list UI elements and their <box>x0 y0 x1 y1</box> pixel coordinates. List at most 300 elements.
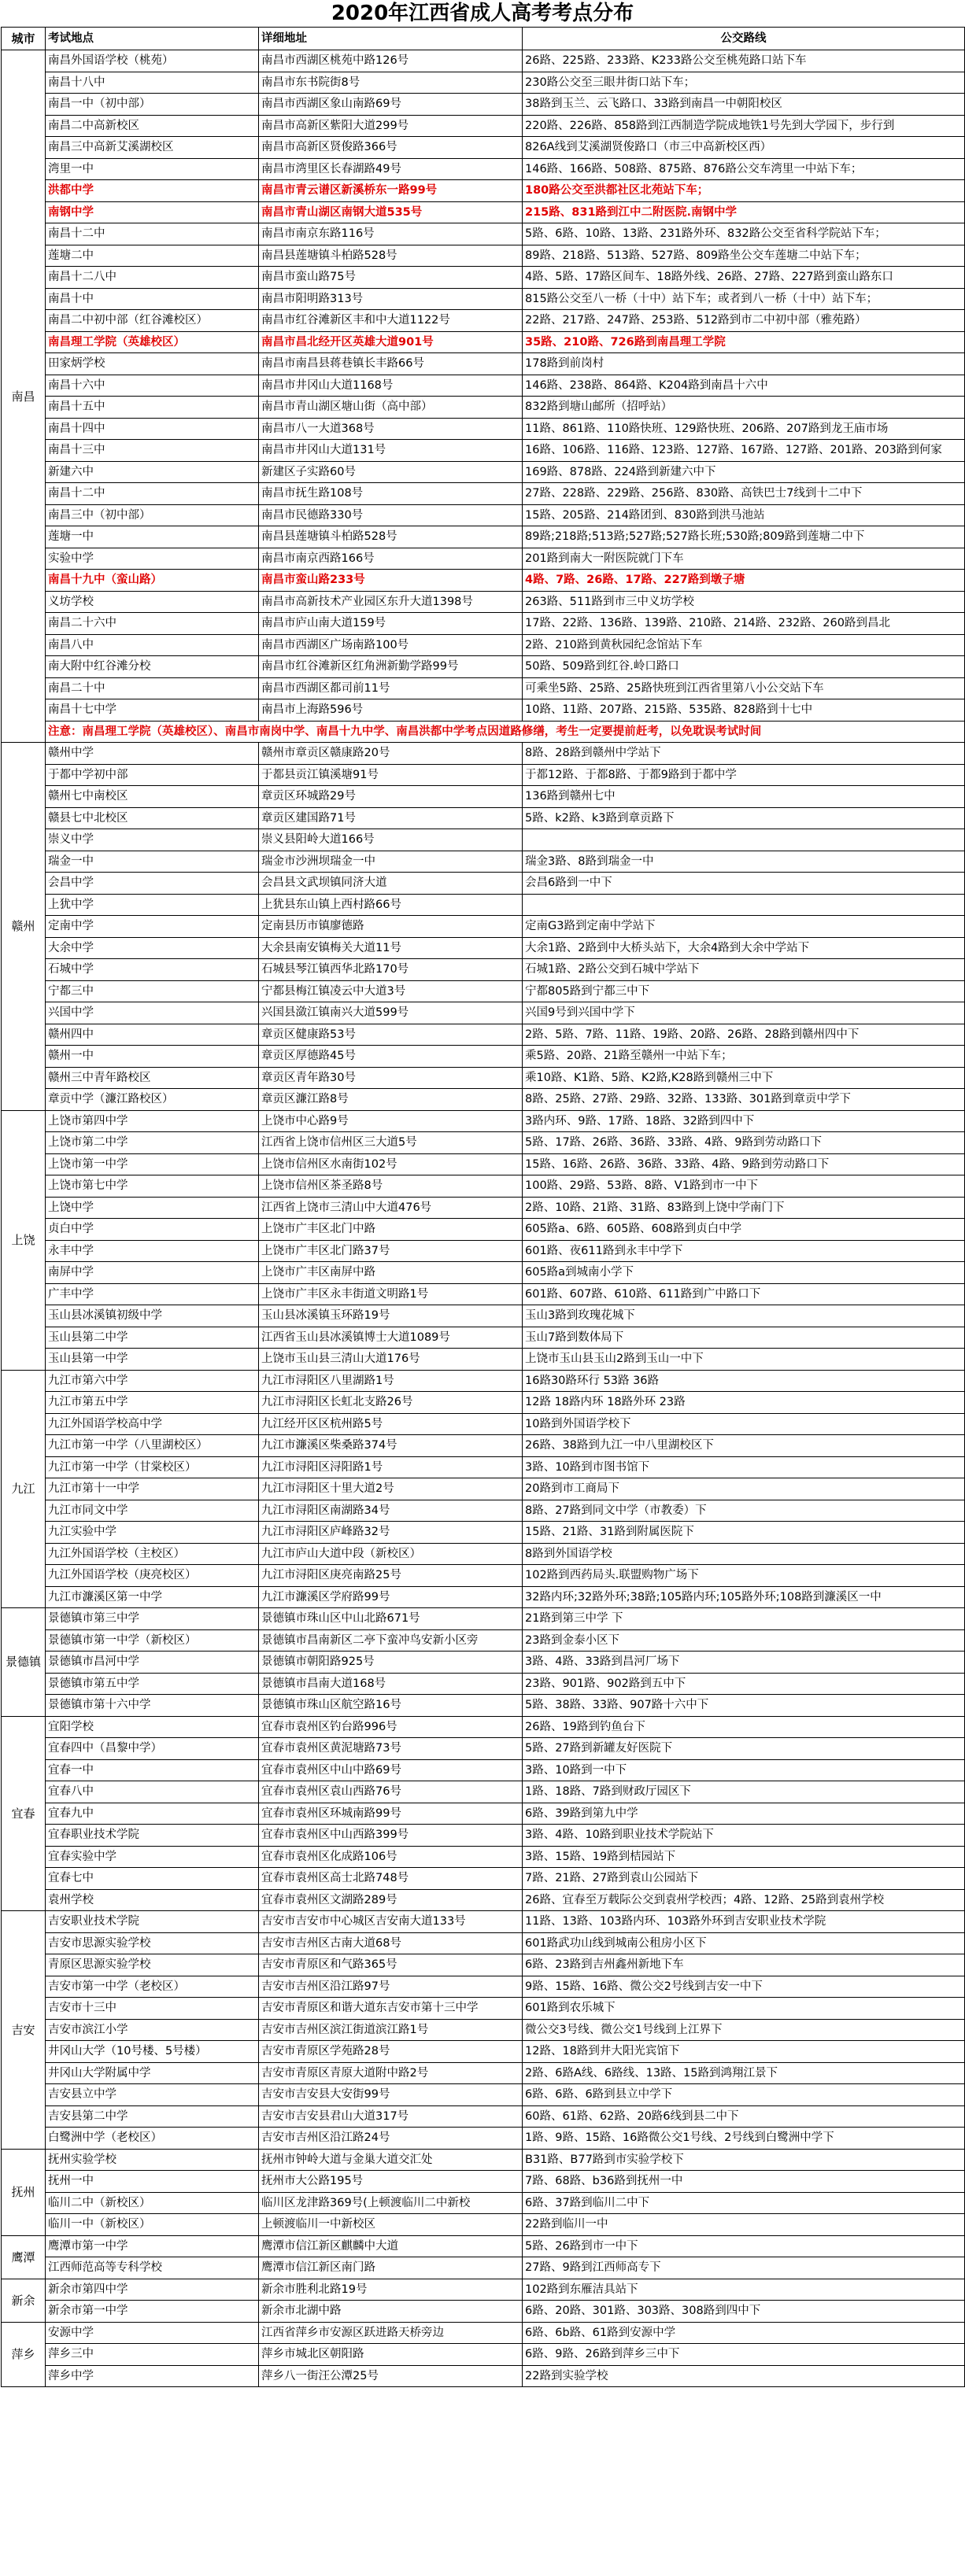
site-cell: 南屏中学 <box>46 1262 259 1284</box>
address-cell: 宜春市袁州区高士北路748号 <box>259 1868 523 1890</box>
route-cell: 26路、38路到九江一中八里湖校区下 <box>523 1435 965 1457</box>
city-cell: 上饶 <box>2 1110 46 1370</box>
table-row <box>2 1153 965 1175</box>
table-row <box>2 699 965 722</box>
table-row <box>2 786 965 808</box>
site-cell: 南昌十五中 <box>46 397 259 419</box>
site-cell: 抚州一中 <box>46 2171 259 2193</box>
route-cell: 16路、106路、116路、123路、127路、167路、127路、201路、203路到何家 <box>523 440 965 462</box>
header-route: 公交路线 <box>523 28 965 50</box>
table-row <box>2 1175 965 1198</box>
route-cell: B31路、B77路到市实验学校下 <box>523 2149 965 2171</box>
address-cell: 宜春市袁州区化成路106号 <box>259 1846 523 1868</box>
table-row <box>2 1911 965 1933</box>
site-cell: 南昌三中（初中部） <box>46 504 259 526</box>
address-cell: 南昌市南京西路166号 <box>259 548 523 570</box>
table-row <box>2 353 965 375</box>
address-cell: 南昌县莲塘镇斗柏路528号 <box>259 526 523 548</box>
route-cell: 605路a、6路、605路、608路到贞白中学 <box>523 1219 965 1241</box>
route-cell: 22路、217路、247路、253路、512路到市二中初中部（雅苑路） <box>523 310 965 332</box>
address-cell: 瑞金市沙洲坝瑞金一中 <box>259 851 523 873</box>
table-row <box>2 1132 965 1154</box>
route-cell: 6路、9路、26路到萍乡三中下 <box>523 2344 965 2366</box>
site-cell: 实验中学 <box>46 548 259 570</box>
address-cell: 章贡区健康路53号 <box>259 1024 523 1046</box>
table-row <box>2 1868 965 1890</box>
address-cell: 九江市濂溪区柴桑路374号 <box>259 1435 523 1457</box>
table-row <box>2 1608 965 1630</box>
route-cell: 9路、15路、16路、微公交2号线到吉安一中下 <box>523 1976 965 1998</box>
site-cell: 瑞金一中 <box>46 851 259 873</box>
route-cell: 3路、10路到一中下 <box>523 1759 965 1781</box>
site-cell: 会昌中学 <box>46 873 259 895</box>
route-cell: 10路、11路、207路、215路、535路、828路到十七中 <box>523 699 965 722</box>
table-row <box>2 634 965 656</box>
route-cell: 2路、5路、7路、11路、19路、20路、26路、28路到赣州四中下 <box>523 1024 965 1046</box>
address-cell: 南昌市昌北经开区英雄大道901号 <box>259 331 523 353</box>
route-cell: 乘10路、K1路、5路、K2路,K28路到赣州三中下 <box>523 1067 965 1089</box>
table-row <box>2 1262 965 1284</box>
address-cell: 上饶市广丰区南屏中路 <box>259 1262 523 1284</box>
address-cell: 南昌市蛮山路75号 <box>259 267 523 289</box>
table-row <box>2 1067 965 1089</box>
table-row <box>2 1716 965 1738</box>
table-row <box>2 2019 965 2041</box>
address-cell: 宜春市袁州区文湖路289号 <box>259 1889 523 1911</box>
route-cell: 89路;218路;513路;527路;527路长班;530路;809路到莲塘二中下 <box>523 526 965 548</box>
address-cell: 江西省上饶市三清山中大道476号 <box>259 1197 523 1219</box>
site-cell: 南昌十八中 <box>46 72 259 94</box>
address-cell: 吉安市吉州区古南大道68号 <box>259 1932 523 1954</box>
table-row <box>2 959 965 981</box>
site-cell: 南昌十九中（蛮山路） <box>46 570 259 592</box>
address-cell: 九江市庐山大道中段（新校区） <box>259 1543 523 1565</box>
table-row <box>2 2041 965 2063</box>
table-row <box>2 1586 965 1608</box>
address-cell: 南昌市东书院街8号 <box>259 72 523 94</box>
address-cell: 江西省上饶市信州区三大道5号 <box>259 1132 523 1154</box>
site-cell: 吉安市十三中 <box>46 1998 259 2020</box>
city-cell: 鹰潭 <box>2 2235 46 2279</box>
table-row <box>2 1089 965 1111</box>
site-cell: 吉安市思源实验学校 <box>46 1932 259 1954</box>
route-cell: 601路武功山线到城南公租房小区下 <box>523 1932 965 1954</box>
route-cell: 23路到金泰小区下 <box>523 1629 965 1652</box>
address-cell: 南昌市井冈山大道1168号 <box>259 375 523 397</box>
address-cell: 于都县贡江镇溪塘91号 <box>259 764 523 786</box>
site-cell: 赣州中学 <box>46 743 259 765</box>
address-cell: 南昌市民德路330号 <box>259 504 523 526</box>
table-row <box>2 504 965 526</box>
site-cell: 玉山县冰溪镇初级中学 <box>46 1305 259 1327</box>
site-cell: 景德镇市第十六中学 <box>46 1695 259 1717</box>
table-row <box>2 418 965 440</box>
table-row <box>2 72 965 94</box>
site-cell: 袁州学校 <box>46 1889 259 1911</box>
route-cell: 8路、28路到赣州中学站下 <box>523 743 965 765</box>
site-cell: 章贡中学（濂江路校区） <box>46 1089 259 1111</box>
address-cell: 上饶市中心路9号 <box>259 1110 523 1132</box>
city-cell: 萍乡 <box>2 2322 46 2387</box>
table-row <box>2 288 965 310</box>
site-cell: 井冈山大学附属中学 <box>46 2062 259 2084</box>
site-cell: 于都中学初中部 <box>46 764 259 786</box>
table-row <box>2 1976 965 1998</box>
table-row <box>2 1803 965 1825</box>
address-cell: 南昌市八一大道368号 <box>259 418 523 440</box>
address-cell: 南昌市红谷滩新区红角洲新勤学路99号 <box>259 656 523 678</box>
site-cell: 南昌二十六中 <box>46 613 259 635</box>
table-row <box>2 440 965 462</box>
address-cell: 南昌市西湖区桃苑中路126号 <box>259 50 523 72</box>
route-cell: 3路、4路、10路到职业技术学院站下 <box>523 1825 965 1847</box>
route-cell: 832路到塘山邮所（招呼站） <box>523 397 965 419</box>
route-cell: 146路、166路、508路、875路、876路公交车湾里一中站下车； <box>523 158 965 180</box>
address-cell: 上犹县东山镇上西村路66号 <box>259 894 523 916</box>
address-cell: 吉安市吉州区沿江路24号 <box>259 2128 523 2150</box>
site-cell: 景德镇市昌河中学 <box>46 1652 259 1674</box>
address-cell: 九江市浔阳区南湖路34号 <box>259 1500 523 1522</box>
route-cell: 5路、6路、10路、13路、231路外环、832路公交至省科学院站下车； <box>523 223 965 245</box>
route-cell: 201路到南大一附医院就门下车 <box>523 548 965 570</box>
table-body <box>2 50 965 2387</box>
route-cell: 5路、k2路、k3路到章贡路下 <box>523 807 965 829</box>
site-cell: 临川一中（新校区） <box>46 2214 259 2236</box>
address-cell: 吉安市青原区学苑路28号 <box>259 2041 523 2063</box>
route-cell: 826A线到艾溪湖贤俊路口（市三中高新校区西） <box>523 137 965 159</box>
address-cell: 宜春市袁州区黄泥塘路73号 <box>259 1738 523 1760</box>
address-cell: 上饶市广丰区北门中路 <box>259 1219 523 1241</box>
route-cell: 大余1路、2路到中大桥头站下，大余4路到大余中学站下 <box>523 937 965 959</box>
site-cell: 赣州七中南校区 <box>46 786 259 808</box>
route-cell: 26路、宜春至万载际公交到袁州学校西；4路、12路、25路到袁州学校 <box>523 1889 965 1911</box>
site-cell: 九江市同文中学 <box>46 1500 259 1522</box>
site-cell: 上饶市第二中学 <box>46 1132 259 1154</box>
address-cell: 南昌市红谷滩新区丰和中大道1122号 <box>259 310 523 332</box>
address-cell: 新建区子实路60号 <box>259 461 523 483</box>
route-cell: 230路公交至三眼井街口站下车； <box>523 72 965 94</box>
exam-sites-table <box>1 27 965 2387</box>
site-cell: 赣州四中 <box>46 1024 259 1046</box>
table-row <box>2 2279 965 2301</box>
site-cell: 上饶市第四中学 <box>46 1110 259 1132</box>
site-cell: 大余中学 <box>46 937 259 959</box>
table-row <box>2 267 965 289</box>
address-cell: 大余县南安镇梅关大道11号 <box>259 937 523 959</box>
address-cell: 南昌市西湖区广场南路100号 <box>259 634 523 656</box>
header-site: 考试地点 <box>46 28 259 50</box>
route-cell: 乘5路、20路、21路至赣州一中站下车； <box>523 1046 965 1068</box>
site-cell: 景德镇市第三中学 <box>46 1608 259 1630</box>
route-cell: 35路、210路、726路到南昌理工学院 <box>523 331 965 353</box>
route-cell: 2路、10路、21路、31路、83路到上饶中学南门下 <box>523 1197 965 1219</box>
table-row <box>2 2214 965 2236</box>
header-city: 城市 <box>2 28 46 50</box>
route-cell: 89路、218路、513路、527路、809路坐公交车莲塘二中站下车； <box>523 245 965 267</box>
route-cell: 27路、9路到江西师高专下 <box>523 2257 965 2279</box>
address-cell: 景德镇市朝阳路925号 <box>259 1652 523 1674</box>
route-cell: 50路、509路到红谷.岭口路口 <box>523 656 965 678</box>
route-cell: 32路内环;32路外环;38路;105路内环;105路外环;108路到濂溪区一中 <box>523 1586 965 1608</box>
site-cell: 南昌十二八中 <box>46 267 259 289</box>
address-cell: 吉安市吉州区滨江街道滨江路1号 <box>259 2019 523 2041</box>
table-row <box>2 2171 965 2193</box>
route-cell: 2路、210路到黄秋园纪念馆站下车 <box>523 634 965 656</box>
site-cell: 井冈山大学（10号楼、5号楼） <box>46 2041 259 2063</box>
city-cell: 吉安 <box>2 1911 46 2150</box>
route-cell <box>523 829 965 851</box>
site-cell: 南昌二中高新校区 <box>46 115 259 137</box>
site-cell: 莲塘一中 <box>46 526 259 548</box>
site-cell: 九江市第十一中学 <box>46 1478 259 1500</box>
route-cell: 6路、37路到临川二中下 <box>523 2192 965 2214</box>
table-row <box>2 245 965 267</box>
route-cell: 22路到实验学校 <box>523 2365 965 2387</box>
route-cell: 于都12路、于都8路、于都9路到于都中学 <box>523 764 965 786</box>
address-cell: 吉安市吉安县君山大道317号 <box>259 2105 523 2128</box>
table-row <box>2 115 965 137</box>
site-cell: 宜春七中 <box>46 1868 259 1890</box>
address-cell: 吉安市青原区和谐大道东吉安市第十三中学 <box>259 1998 523 2020</box>
table-row <box>2 223 965 245</box>
site-cell: 南昌十四中 <box>46 418 259 440</box>
route-cell: 10路到外国语学校下 <box>523 1413 965 1435</box>
header-row <box>2 28 965 50</box>
table-row <box>2 94 965 116</box>
address-cell: 上顿渡临川一中新校区 <box>259 2214 523 2236</box>
table-row <box>2 1738 965 1760</box>
route-cell: 100路、29路、53路、8路、V1路到市一中下 <box>523 1175 965 1198</box>
address-cell: 吉安市青原区和气路365号 <box>259 1954 523 1976</box>
route-cell: 815路公交至八一桥（十中）站下车；或者到八一桥（十中）站下车； <box>523 288 965 310</box>
table-row <box>2 1283 965 1305</box>
site-cell: 吉安县立中学 <box>46 2084 259 2106</box>
address-cell: 南昌市青山湖区塘山街（高中部） <box>259 397 523 419</box>
table-row <box>2 937 965 959</box>
table-row <box>2 375 965 397</box>
site-cell: 赣州一中 <box>46 1046 259 1068</box>
route-cell: 6路、39路到第九中学 <box>523 1803 965 1825</box>
address-cell: 石城县琴江镇西华北路170号 <box>259 959 523 981</box>
route-cell: 15路、16路、26路、36路、33路、4路、9路到劳动路口下 <box>523 1153 965 1175</box>
route-cell: 263路、511路到市三中义坊学校 <box>523 591 965 613</box>
site-cell: 南昌八中 <box>46 634 259 656</box>
address-cell: 景德镇市珠山区航空路16号 <box>259 1695 523 1717</box>
site-cell: 石城中学 <box>46 959 259 981</box>
route-cell: 3路、15路、19路到桔园站下 <box>523 1846 965 1868</box>
notice-cell: 注意：南昌理工学院（英雄校区）、南昌市南岗中学、南昌十九中学、南昌洪都中学考点因道路修缮，考生一定要提前赶考，以免耽误考试时间 <box>46 721 965 743</box>
table-row <box>2 1413 965 1435</box>
site-cell: 兴国中学 <box>46 1002 259 1024</box>
site-cell: 南大附中红谷滩分校 <box>46 656 259 678</box>
site-cell: 鹰潭市第一中学 <box>46 2235 259 2257</box>
address-cell: 南昌市高新技术产业园区东升大道1398号 <box>259 591 523 613</box>
route-cell: 27路、228路、229路、256路、830路、高铁巴士7线到十二中下 <box>523 483 965 505</box>
table-row <box>2 677 965 699</box>
address-cell: 南昌市庐山南大道159号 <box>259 613 523 635</box>
table-row <box>2 158 965 180</box>
site-cell: 宜春实验中学 <box>46 1846 259 1868</box>
table-row <box>2 1673 965 1695</box>
table-row <box>2 873 965 895</box>
route-cell: 宁都805路到宁都三中下 <box>523 980 965 1002</box>
address-cell: 鹰潭市信江新区麒麟中大道 <box>259 2235 523 2257</box>
table-row <box>2 137 965 159</box>
site-cell: 广丰中学 <box>46 1283 259 1305</box>
address-cell: 新余市北湖中路 <box>259 2301 523 2323</box>
address-cell: 吉安市吉州区沿江路97号 <box>259 1976 523 1998</box>
address-cell: 南昌市高新区紫阳大道299号 <box>259 115 523 137</box>
site-cell: 南昌十三中 <box>46 440 259 462</box>
route-cell: 可乘坐5路、25路、25路快班到江西省里第八小公交站下车 <box>523 677 965 699</box>
table-row <box>2 2301 965 2323</box>
route-cell: 石城1路、2路公交到石城中学站下 <box>523 959 965 981</box>
site-cell: 南昌理工学院（英雄校区） <box>46 331 259 353</box>
table-row <box>2 1370 965 1392</box>
address-cell: 南昌县莲塘镇斗柏路528号 <box>259 245 523 267</box>
table-row <box>2 1305 965 1327</box>
table-row <box>2 1002 965 1024</box>
site-cell: 九江市第一中学（八里湖校区） <box>46 1435 259 1457</box>
address-cell: 九江市浔阳区庐峰路32号 <box>259 1522 523 1544</box>
site-cell: 新建六中 <box>46 461 259 483</box>
route-cell: 26路、225路、233路、K233路公交至桃苑路口站下车 <box>523 50 965 72</box>
city-cell: 景德镇 <box>2 1608 46 1717</box>
route-cell: 136路到赣州七中 <box>523 786 965 808</box>
address-cell: 九江市浔阳区长虹北支路26号 <box>259 1392 523 1414</box>
route-cell: 21路到第三中学 下 <box>523 1608 965 1630</box>
table-row <box>2 916 965 938</box>
table-row <box>2 1197 965 1219</box>
site-cell: 贞白中学 <box>46 1219 259 1241</box>
route-cell: 定南G3路到定南中学站下 <box>523 916 965 938</box>
table-row <box>2 1435 965 1457</box>
route-cell: 微公交3号线、微公交1号线到上江界下 <box>523 2019 965 2041</box>
site-cell: 上饶市第七中学 <box>46 1175 259 1198</box>
table-row <box>2 570 965 592</box>
table-row <box>2 1932 965 1954</box>
table-row <box>2 2105 965 2128</box>
table-row <box>2 2149 965 2171</box>
address-cell: 南昌市南京东路116号 <box>259 223 523 245</box>
address-cell: 景德镇市昌南大道168号 <box>259 1673 523 1695</box>
route-cell: 601路、607路、610路、611路到广中路口下 <box>523 1283 965 1305</box>
site-cell: 南钢中学 <box>46 201 259 223</box>
address-cell: 南昌市上海路596号 <box>259 699 523 722</box>
table-row <box>2 1024 965 1046</box>
route-cell: 20路到市工商局下 <box>523 1478 965 1500</box>
site-cell: 田家炳学校 <box>46 353 259 375</box>
route-cell: 5路、27路到新罐友好医院下 <box>523 1738 965 1760</box>
table-row <box>2 1759 965 1781</box>
address-cell: 南昌市西湖区都司前11号 <box>259 677 523 699</box>
address-cell: 鹰潭市信江新区南门路 <box>259 2257 523 2279</box>
address-cell: 南昌市阳明路313号 <box>259 288 523 310</box>
address-cell: 上饶市广丰区永丰街道文明路1号 <box>259 1283 523 1305</box>
address-cell: 赣州市章贡区赣康路20号 <box>259 743 523 765</box>
table-row <box>2 2192 965 2214</box>
site-cell: 宁都三中 <box>46 980 259 1002</box>
address-cell: 吉安市吉安市中心城区吉安南大道133号 <box>259 1911 523 1933</box>
address-cell: 江西省萍乡市安源区跃进路天桥旁边 <box>259 2322 523 2344</box>
route-cell: 17路、22路、136路、139路、210路、214路、232路、260路到昌北 <box>523 613 965 635</box>
route-cell: 6路、6路、6路到县立中学下 <box>523 2084 965 2106</box>
address-cell: 玉山县冰溪镇玉环路19号 <box>259 1305 523 1327</box>
site-cell: 青原区思源实验学校 <box>46 1954 259 1976</box>
table-row <box>2 613 965 635</box>
site-cell: 义坊学校 <box>46 591 259 613</box>
address-cell: 章贡区青年路30号 <box>259 1067 523 1089</box>
site-cell: 崇义中学 <box>46 829 259 851</box>
site-cell: 新余市第一中学 <box>46 2301 259 2323</box>
address-cell: 临川区龙津路369号(上顿渡临川二中新校 <box>259 2192 523 2214</box>
site-cell: 吉安职业技术学院 <box>46 1911 259 1933</box>
address-cell: 宜春市袁州区中山西路399号 <box>259 1825 523 1847</box>
table-row <box>2 526 965 548</box>
site-cell: 南昌十七中学 <box>46 699 259 722</box>
site-cell: 宜春八中 <box>46 1781 259 1803</box>
address-cell: 崇义县阳岭大道166号 <box>259 829 523 851</box>
table-row <box>2 1543 965 1565</box>
route-cell: 26路、19路到钓鱼台下 <box>523 1716 965 1738</box>
table-row <box>2 2062 965 2084</box>
table-row <box>2 1565 965 1587</box>
site-cell: 吉安县第二中学 <box>46 2105 259 2128</box>
address-cell: 上饶市广丰区北门路37号 <box>259 1240 523 1262</box>
address-cell: 景德镇市昌南新区二亭下蛮冲鸟安新小区旁 <box>259 1629 523 1652</box>
table-row <box>2 764 965 786</box>
table-row <box>2 1392 965 1414</box>
site-cell: 吉安市滨江小学 <box>46 2019 259 2041</box>
route-cell: 8路到外国语学校 <box>523 1543 965 1565</box>
route-cell: 上饶市玉山县玉山2路到玉山一中下 <box>523 1349 965 1371</box>
table-row <box>2 397 965 419</box>
table-row <box>2 980 965 1002</box>
table-row <box>2 1629 965 1652</box>
address-cell: 定南县历市镇廖德路 <box>259 916 523 938</box>
table-row <box>2 310 965 332</box>
site-cell: 赣州三中青年路校区 <box>46 1067 259 1089</box>
route-cell: 23路、901路、902路到五中下 <box>523 1673 965 1695</box>
table-row <box>2 743 965 765</box>
address-cell: 南昌市青云谱区新溪桥东一路99号 <box>259 180 523 202</box>
table-row <box>2 2322 965 2344</box>
address-cell: 南昌市抚生路108号 <box>259 483 523 505</box>
address-cell: 宜春市袁州区袁山西路76号 <box>259 1781 523 1803</box>
route-cell: 11路、861路、110路快班、129路快班、206路、207路到龙王庙市场 <box>523 418 965 440</box>
route-cell: 601路到农乐城下 <box>523 1998 965 2020</box>
site-cell: 定南中学 <box>46 916 259 938</box>
site-cell: 赣县七中北校区 <box>46 807 259 829</box>
route-cell: 3路、4路、33路到昌河厂场下 <box>523 1652 965 1674</box>
site-cell: 抚州实验学校 <box>46 2149 259 2171</box>
route-cell: 3路、10路到市图书馆下 <box>523 1456 965 1478</box>
table-row <box>2 2128 965 2150</box>
route-cell: 8路、27路到同文中学（市教委）下 <box>523 1500 965 1522</box>
site-cell: 新余市第四中学 <box>46 2279 259 2301</box>
city-cell: 南昌 <box>2 50 46 743</box>
route-cell: 102路到西药局头.联盟购物广场下 <box>523 1565 965 1587</box>
address-cell: 九江市浔阳区庚亮南路25号 <box>259 1565 523 1587</box>
site-cell: 临川二中（新校区） <box>46 2192 259 2214</box>
route-cell: 1路、18路、7路到财政厅园区下 <box>523 1781 965 1803</box>
address-cell: 江西省玉山县冰溪镇博士大道1089号 <box>259 1327 523 1349</box>
table-row <box>2 483 965 505</box>
header-address: 详细地址 <box>259 28 523 50</box>
site-cell: 玉山县第二中学 <box>46 1327 259 1349</box>
address-cell: 九江市浔阳区八里湖路1号 <box>259 1370 523 1392</box>
site-cell: 南昌十中 <box>46 288 259 310</box>
